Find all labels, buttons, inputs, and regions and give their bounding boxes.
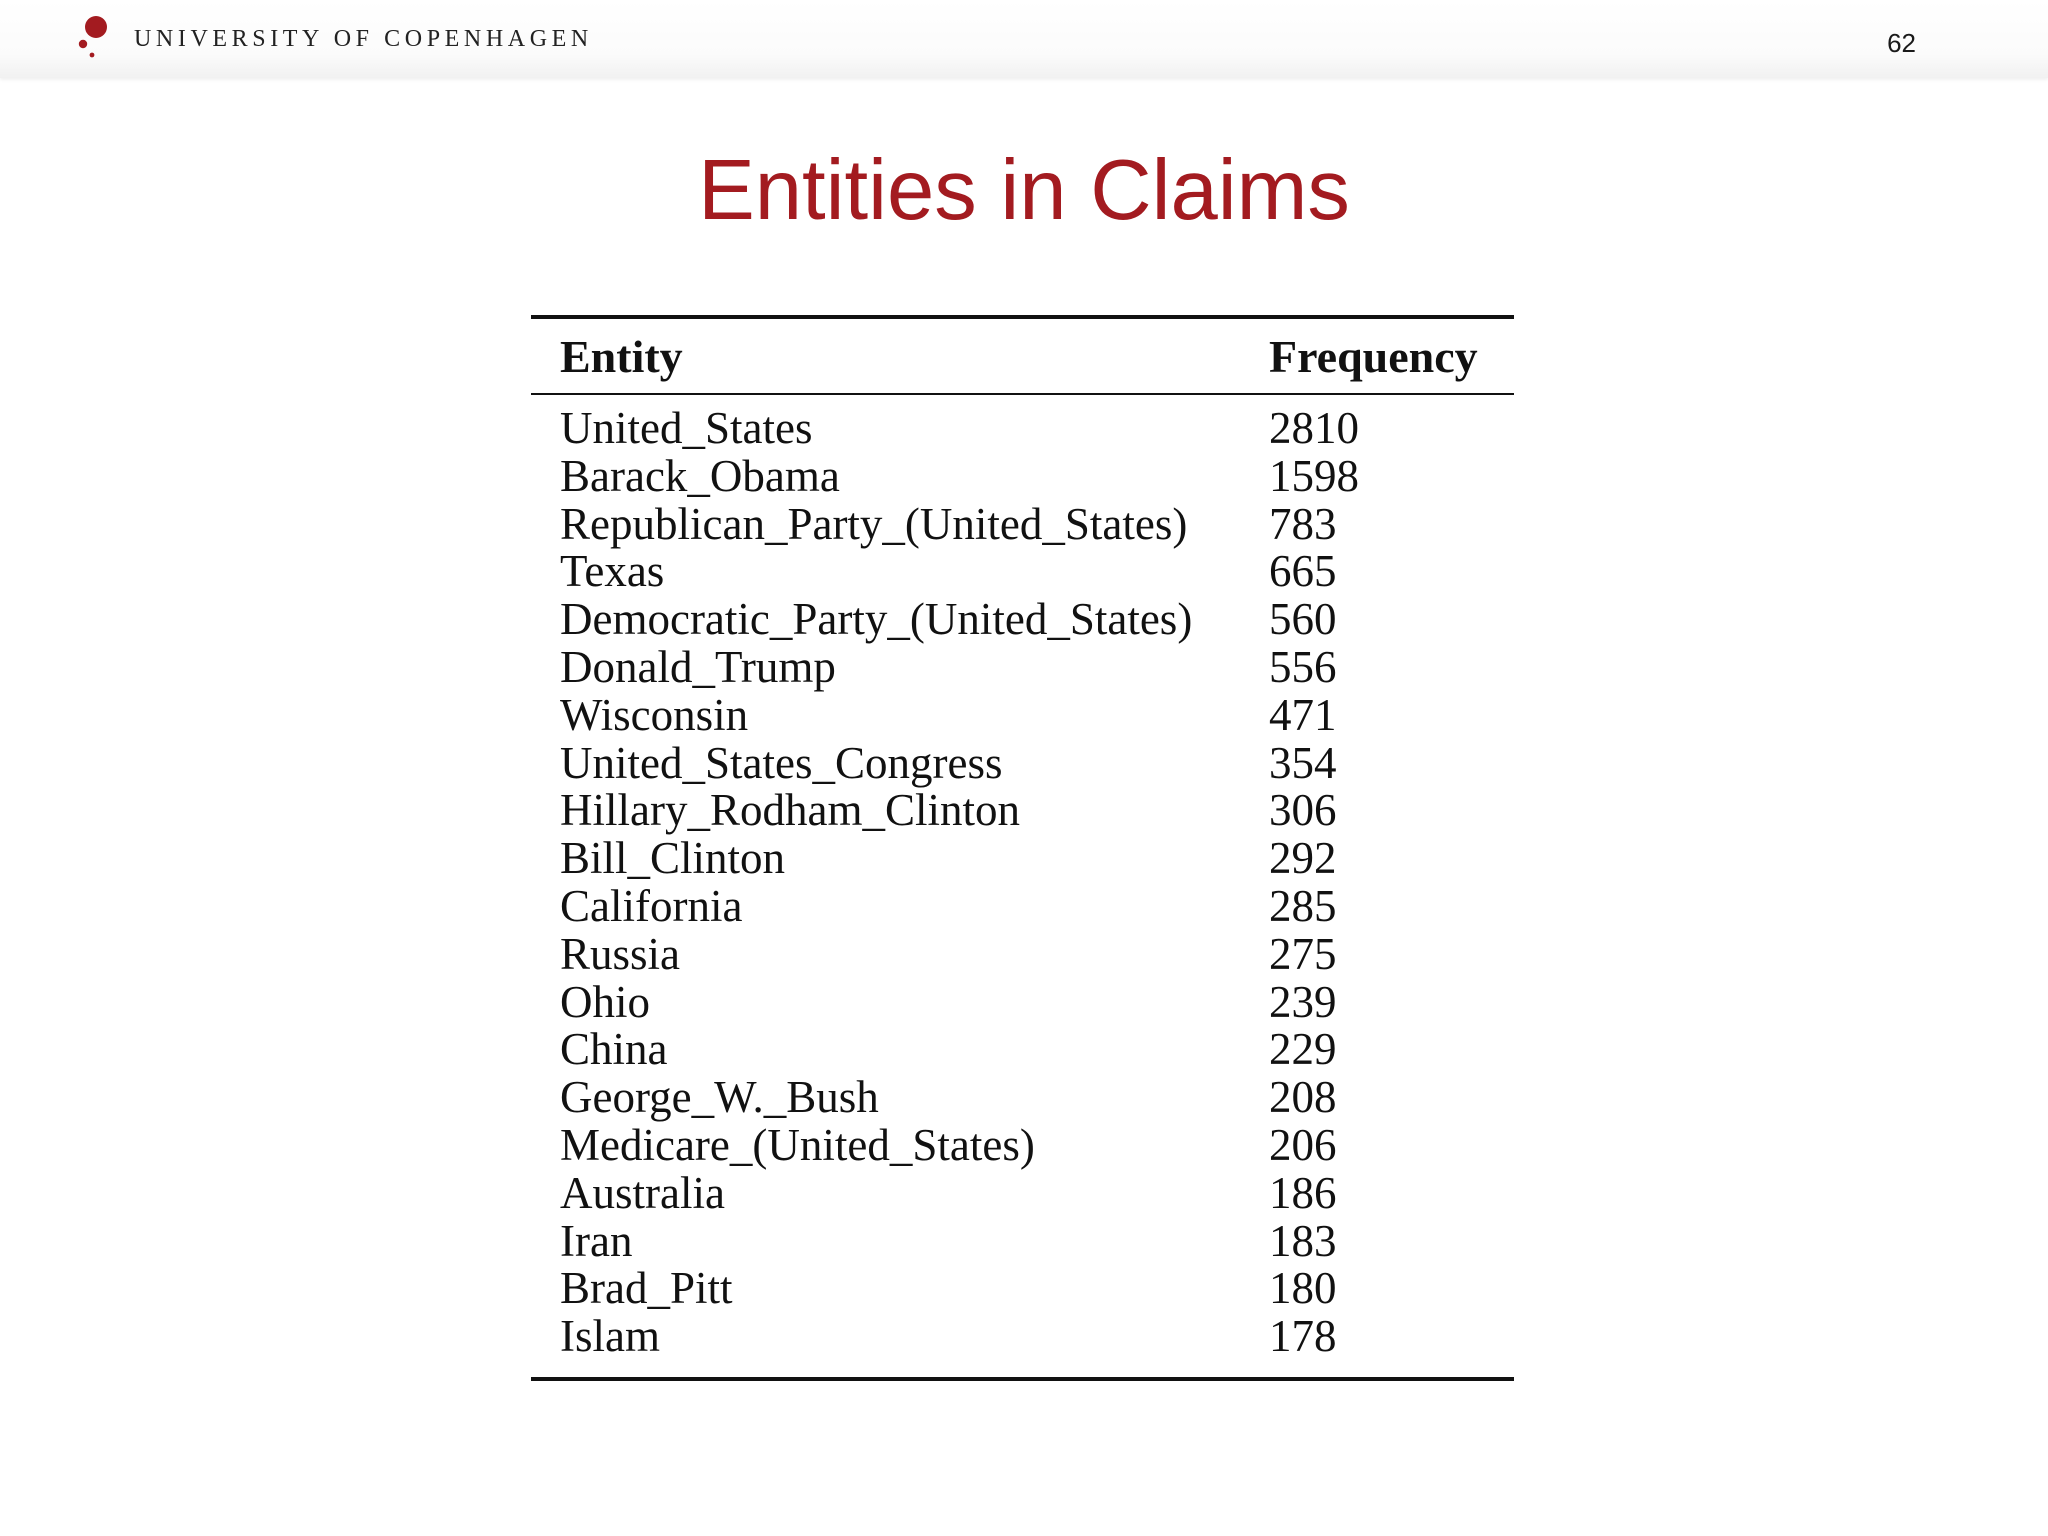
table-row [531,450,1514,501]
entity-cell: Bill_Clinton [560,833,786,884]
frequency-cell: 471 [1269,689,1337,740]
entity-cell: California [560,880,743,931]
column-header-entity: Entity [560,331,683,382]
entity-cell: Australia [560,1167,725,1218]
entity-cell: Democratic_Party_(United_States) [560,594,1193,645]
table-row [531,1167,1514,1218]
frequency-cell: 229 [1269,1024,1337,1075]
table-row [531,835,1514,883]
entity-cell: Ohio [560,976,650,1027]
entity-cell: Texas [560,546,665,597]
frequency-cell: 2810 [1269,403,1359,453]
table-bottom-rule [531,1377,1514,1381]
table-body [531,395,1514,1377]
entity-cell: Medicare_(United_States) [560,1119,1035,1170]
table-row [531,596,1514,644]
table-row [531,1313,1514,1361]
frequency-cell: 180 [1269,1263,1337,1314]
entity-cell: George_W._Bush [560,1072,879,1123]
frequency-cell: 183 [1269,1215,1337,1266]
frequency-cell: 556 [1269,641,1337,692]
frequency-cell: 208 [1269,1072,1337,1123]
entity-cell: China [560,1024,668,1075]
frequency-cell: 783 [1269,498,1337,549]
table-row [531,641,1514,692]
entity-frequency-table [531,315,1514,1381]
frequency-cell: 206 [1269,1119,1337,1170]
entity-cell: Barack_Obama [560,450,840,501]
table-row [531,880,1514,931]
entity-cell: Iran [560,1215,633,1266]
entity-cell: Hillary_Rodham_Clinton [560,785,1020,836]
table-row [531,548,1514,596]
entity-cell: Brad_Pitt [560,1263,733,1314]
table-row [531,498,1514,549]
university-name: UNIVERSITY OF COPENHAGEN [134,26,593,52]
copenhagen-seal-logo-icon [76,14,114,60]
table-row [531,1119,1514,1170]
entity-cell: Wisconsin [560,689,749,740]
frequency-cell: 354 [1269,737,1337,788]
table-row [531,1074,1514,1122]
column-header-frequency: Frequency [1269,331,1478,382]
header-bar [0,0,2048,78]
entity-cell: Islam [560,1311,660,1362]
frequency-cell: 178 [1269,1311,1337,1362]
frequency-cell: 275 [1269,928,1337,979]
frequency-cell: 560 [1269,594,1337,645]
table-row [531,1215,1514,1266]
table-row [531,976,1514,1027]
entity-cell: Republican_Party_(United_States) [560,498,1188,549]
table-row [531,405,1514,453]
frequency-cell: 239 [1269,976,1337,1027]
frequency-cell: 285 [1269,880,1337,931]
table-row [531,787,1514,835]
frequency-cell: 186 [1269,1167,1337,1218]
frequency-cell: 292 [1269,833,1337,884]
entity-cell: United_States [560,403,813,453]
entity-cell: Russia [560,928,681,979]
table-row [531,1026,1514,1074]
frequency-cell: 306 [1269,785,1337,836]
table-row [531,737,1514,788]
entity-cell: United_States_Congress [560,737,1003,788]
table-row [531,689,1514,740]
page-number: 62 [1887,28,1916,58]
frequency-cell: 1598 [1269,450,1359,501]
entity-cell: Donald_Trump [560,641,836,692]
table-row [531,928,1514,979]
slide-title: Entities in Claims [698,143,1350,238]
table-header-row [531,319,1514,393]
frequency-cell: 665 [1269,546,1337,597]
table-row [531,1265,1514,1313]
